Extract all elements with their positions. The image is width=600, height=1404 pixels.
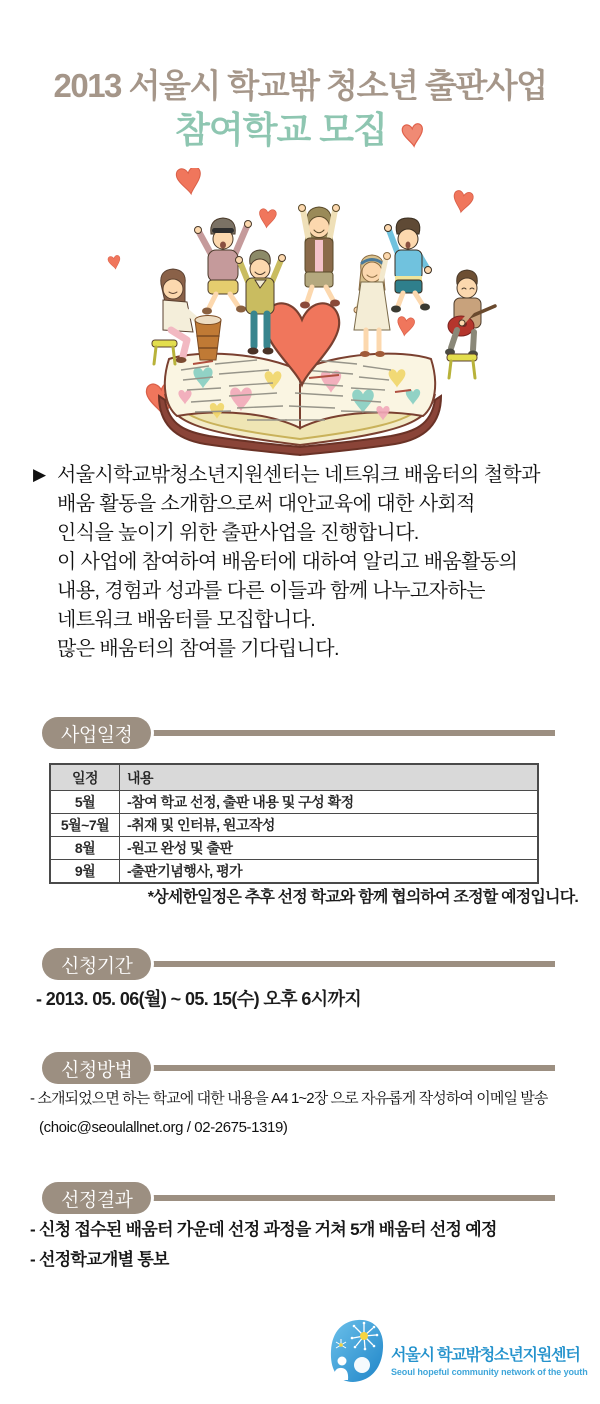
schedule-note: *상세한일정은 추후 선정 학교와 함께 협의하여 조정할 예정입니다.: [147, 889, 578, 906]
result-line: - 신청 접수된 배움터 가운데 선정 과정을 거쳐 5개 배움터 선정 예정: [30, 1220, 497, 1239]
result-badge: 선정결과: [42, 1182, 151, 1214]
period-badge: 신청기간: [42, 948, 151, 980]
center-girl: [299, 205, 341, 309]
schedule-col-when: 일정: [50, 764, 120, 791]
logo-mark-icon: [328, 1318, 386, 1384]
subtitle-text: 참여학교 모집: [175, 109, 387, 150]
section-schedule-header: [42, 716, 555, 750]
page-subtitle: [0, 102, 600, 157]
logo-name-korean: 서울시 학교밖청소년지원센터: [391, 1346, 580, 1364]
intro-line: 네트워크 배움터를 모집합니다.: [57, 609, 316, 631]
intro-line: 이 사업에 참여하여 배움터에 대하여 알리고 배움활동의: [57, 551, 518, 573]
schedule-row: [50, 860, 538, 884]
schedule-table-body: [50, 791, 538, 884]
intro-line: 인식을 높이기 위한 출판사업을 진행합니다.: [57, 522, 419, 544]
result-rule: [143, 1195, 555, 1201]
schedule-when-cell: 5월~7월: [50, 814, 120, 837]
result-line: - 선정학교개별 통보: [30, 1250, 169, 1269]
schedule-row: [50, 814, 538, 837]
intro-line: 내용, 경험과 성과를 다른 이들과 함께 나누고자하는: [57, 580, 485, 602]
org-logo: [328, 1318, 588, 1384]
method-badge: 신청방법: [42, 1052, 151, 1084]
method-contact: (choic@seoulallnet.org / 02-2675-1319): [39, 1119, 288, 1136]
section-result-header: [42, 1181, 555, 1215]
intro-line: 많은 배움터의 참여를 기다립니다.: [57, 638, 339, 660]
schedule-what-cell: -참여 학교 선정, 출판 내용 및 구성 확정: [120, 791, 539, 814]
schedule-col-what: 내용: [120, 764, 539, 791]
schedule-table: [49, 763, 539, 884]
result-lines: [30, 1215, 497, 1275]
intro-line: 배움 활동을 소개함으로써 대안교육에 대한 사회적: [57, 493, 475, 515]
heart-icon: [399, 114, 427, 158]
children-book-illustration: [95, 168, 505, 463]
method-rule: [143, 1065, 555, 1071]
intro-lines: [57, 461, 578, 664]
bullet-arrow-icon: ▶: [33, 465, 47, 484]
guitar-boy: [445, 270, 495, 378]
page-title: 2013 서울시 학교밖 청소년 출판사업: [53, 67, 547, 104]
dress-girl: [354, 253, 391, 358]
logo-name-english: Seoul hopeful community network of the youth: [391, 1366, 588, 1377]
schedule-row: [50, 791, 538, 814]
schedule-badge: 사업일정: [42, 717, 151, 749]
schedule-what-cell: -출판기념행사, 평가: [120, 860, 539, 884]
logo-text: [391, 1326, 588, 1377]
schedule-header-row: [50, 764, 538, 791]
intro-paragraph: [33, 461, 578, 664]
schedule-what-cell: -취재 및 인터뷰, 원고작성: [120, 814, 539, 837]
method-line1: - 소개되었으면 하는 학교에 대한 내용을 A4 1~2장 으로 자유롭게 작성하여 이메일 발송: [30, 1090, 548, 1107]
blue-shirt-boy: [385, 218, 432, 313]
schedule-when-cell: 8월: [50, 837, 120, 860]
schedule-when-cell: 9월: [50, 860, 120, 884]
schedule-rule: [143, 730, 555, 736]
intro-line: 서울시학교밖청소년지원센터는 네트워크 배움터의 철학과: [57, 464, 540, 486]
schedule-when-cell: 5월: [50, 791, 120, 814]
period-value: - 2013. 05. 06(월) ~ 05. 15(수) 오후 6시까지: [36, 989, 362, 1009]
period-rule: [143, 961, 555, 967]
section-method-header: [42, 1051, 555, 1085]
schedule-row: [50, 837, 538, 860]
section-period-header: [42, 947, 555, 981]
schedule-what-cell: -원고 완성 및 출판: [120, 837, 539, 860]
